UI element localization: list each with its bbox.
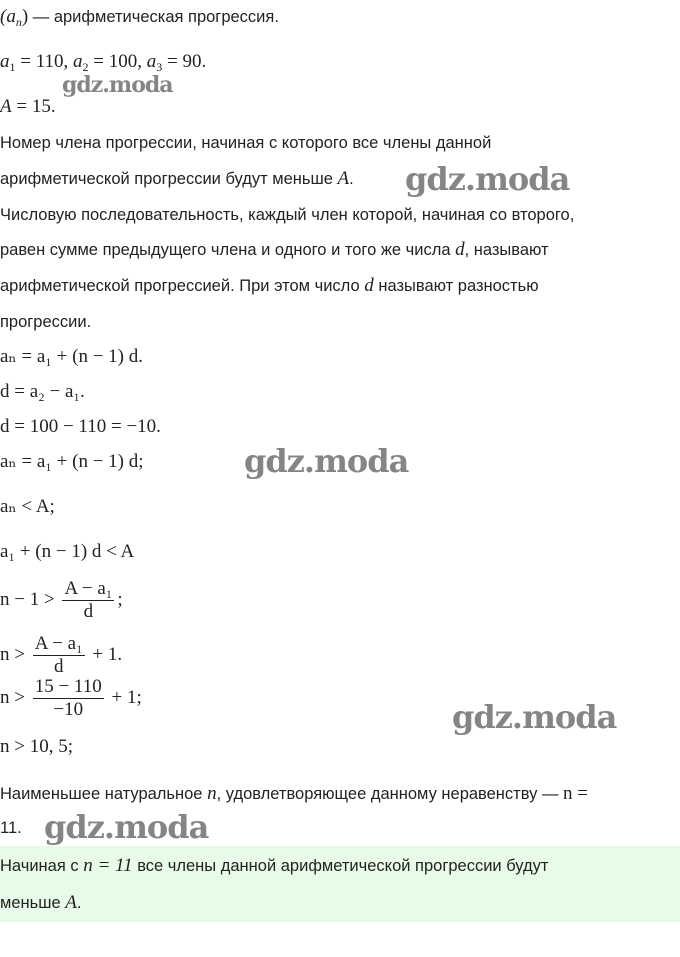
given-terms: $a_1 = 110$, $a_2 = 100$, $a_3 = 90$. [0, 51, 207, 74]
answer-line-1: Начиная с n = 11 все члены данной арифметической прогрессии будут [0, 855, 549, 876]
question-line-1: Номер члена прогрессии, начиная с которого все члены данной [0, 134, 492, 152]
inequality-fraction-3: n > $\frac{15 - 110}{-10}$ + 1; [0, 676, 142, 720]
text-progression-label: — арифметическая прогрессия. [28, 8, 279, 26]
watermark: gdz.moda [452, 698, 617, 736]
answer-box [0, 846, 680, 922]
inequality-fraction-1: n − 1 > $\frac{\text{A − a₁}}{d}$ ; [0, 578, 123, 622]
inequality-an-lt-A: aₙ < A; [0, 496, 55, 517]
inequality-expanded: a₁ + (n − 1) d < A [0, 541, 135, 562]
watermark: gdz.moda [405, 160, 570, 198]
watermark: gdz.moda [62, 72, 173, 98]
line-progression-def [0, 6, 279, 28]
definition-line-1: Числовую последовательность, каждый член которой, начиная со второго, [0, 206, 575, 224]
answer-line-2: меньше A. [0, 892, 82, 913]
watermark: gdz.moda [244, 442, 409, 480]
equation-difference-value: d = 100 − 110 = −10. [0, 416, 161, 437]
question-line-2: арифметической прогрессии будут меньше A. [0, 168, 354, 189]
definition-line-3: арифметической прогрессией. При этом число d называют разностью [0, 275, 539, 296]
watermark: gdz.moda [44, 808, 209, 846]
definition-line-4: прогрессии. [0, 313, 92, 331]
given-A: A = 15. [0, 96, 56, 117]
conclusion-line-1: Наименьшее натуральное n, удовлетворяющее данному неравенству — n = [0, 783, 589, 804]
equation-difference: d = a₂ − a₁. [0, 381, 85, 402]
definition-line-2: равен сумме предыдущего члена и одного и того же числа d, называют [0, 239, 549, 260]
inequality-result: n > 10, 5; [0, 736, 73, 757]
inequality-fraction-2: n > $\frac{\text{A − a₁}}{d}$ + 1. [0, 633, 123, 677]
math-a-n: $(a_n)$ [0, 6, 29, 29]
conclusion-line-2: 11. [0, 819, 22, 837]
equation-general-term: aₙ = a₁ + (n − 1) d. [0, 346, 144, 367]
equation-general-term-2: aₙ = a₁ + (n − 1) d; [0, 451, 144, 472]
